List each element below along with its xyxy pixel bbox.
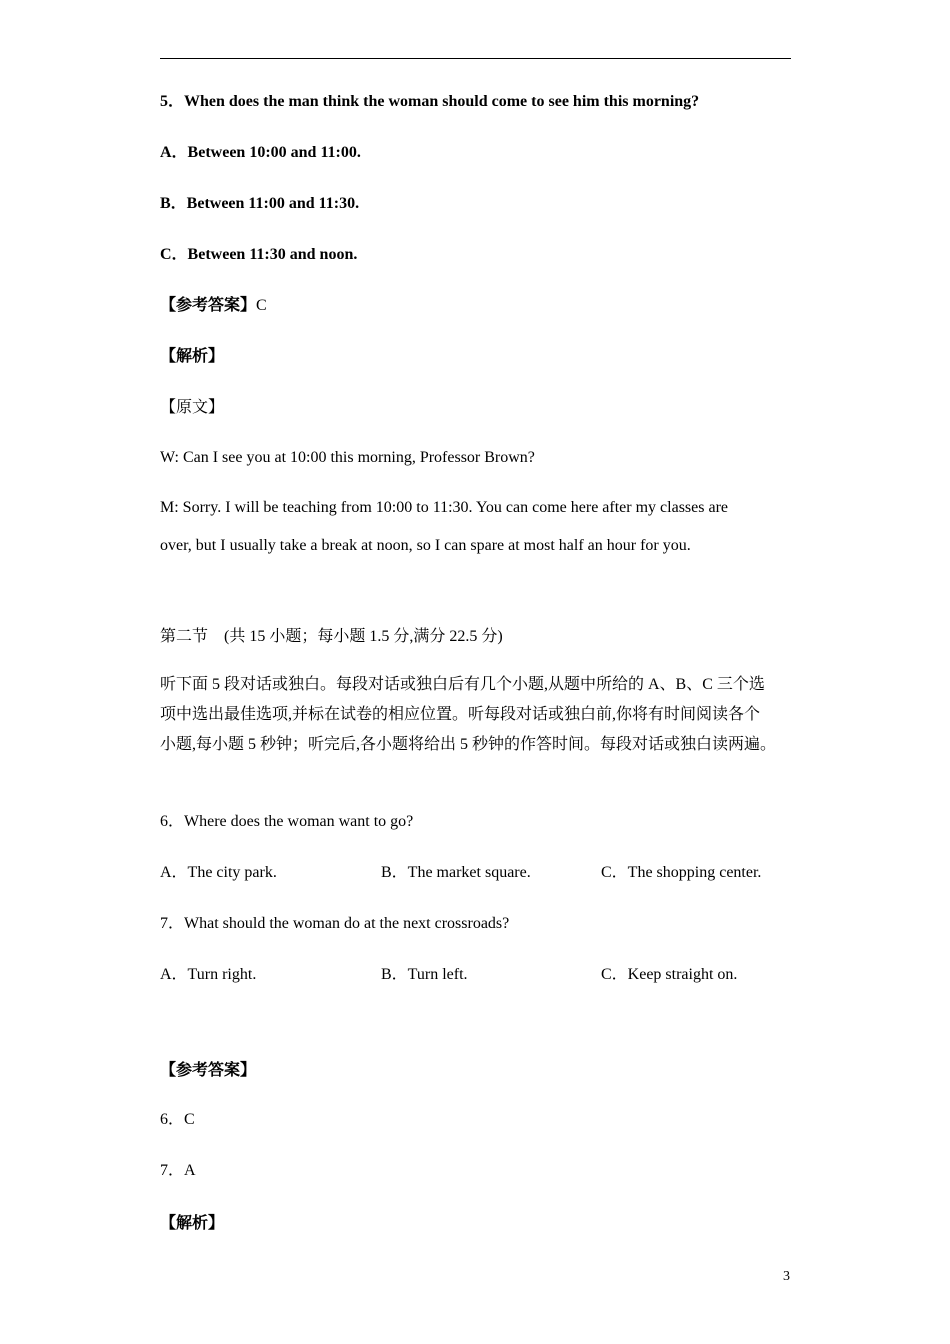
transcript-line: M: Sorry. I will be teaching from 10:00 to 11:30. You can come here after my classes are (160, 499, 728, 516)
answer-label: 【参考答案】 (160, 297, 257, 314)
question-7-option-c: C．Keep straight on. (601, 966, 738, 983)
answer-value: C (256, 297, 267, 314)
question-7-option-b: B．Turn left. (381, 966, 468, 983)
question-5-option-a: A．Between 10:00 and 11:00. (160, 144, 361, 161)
answer-block-1 (160, 296, 267, 316)
question-6-option-c: C．The shopping center. (601, 864, 762, 881)
question-6-option-a: A．The city park. (160, 864, 277, 881)
question-5-option-b: B．Between 11:00 and 11:30. (160, 195, 360, 212)
transcript-label: 【原文】 (160, 399, 225, 416)
question-5: 5．When does the man think the woman should come to see him this morning? (160, 93, 700, 110)
answer-item: 6．C (160, 1111, 195, 1128)
transcript-line: W: Can I see you at 10:00 this morning, Professor Brown? (160, 449, 535, 466)
question-7: 7．What should the woman do at the next crossroads? (160, 915, 510, 932)
question-7-option-a: A．Turn right. (160, 966, 257, 983)
question-6: 6．Where does the woman want to go? (160, 813, 414, 830)
section-instructions: 听下面 5 段对话或独白。每段对话或独白后有几个小题,从题中所给的 A、B、C 三个选 (160, 676, 765, 693)
question-5-option-c: C．Between 11:30 and noon. (160, 246, 358, 263)
analysis-label: 【解析】 (160, 348, 225, 365)
section-instructions: 项中选出最佳选项,并标在试卷的相应位置。听每段对话或独白前,你将有时间阅读各个 (160, 706, 761, 723)
answer-label: 【参考答案】 (160, 1062, 257, 1079)
question-6-option-b: B．The market square. (381, 864, 531, 881)
header-rule (160, 58, 791, 59)
section-instructions: 小题,每小题 5 秒钟；听完后,各小题将给出 5 秒钟的作答时间。每段对话或独白读两遍。 (160, 736, 777, 753)
page-number: 3 (783, 1269, 790, 1284)
transcript-line: over, but I usually take a break at noon, so I can spare at most half an hour for you. (160, 537, 691, 554)
answer-item: 7．A (160, 1162, 196, 1179)
section-title: 第二节 (共 15 小题；每小题 1.5 分,满分 22.5 分) (160, 628, 503, 645)
analysis-label: 【解析】 (160, 1215, 225, 1232)
